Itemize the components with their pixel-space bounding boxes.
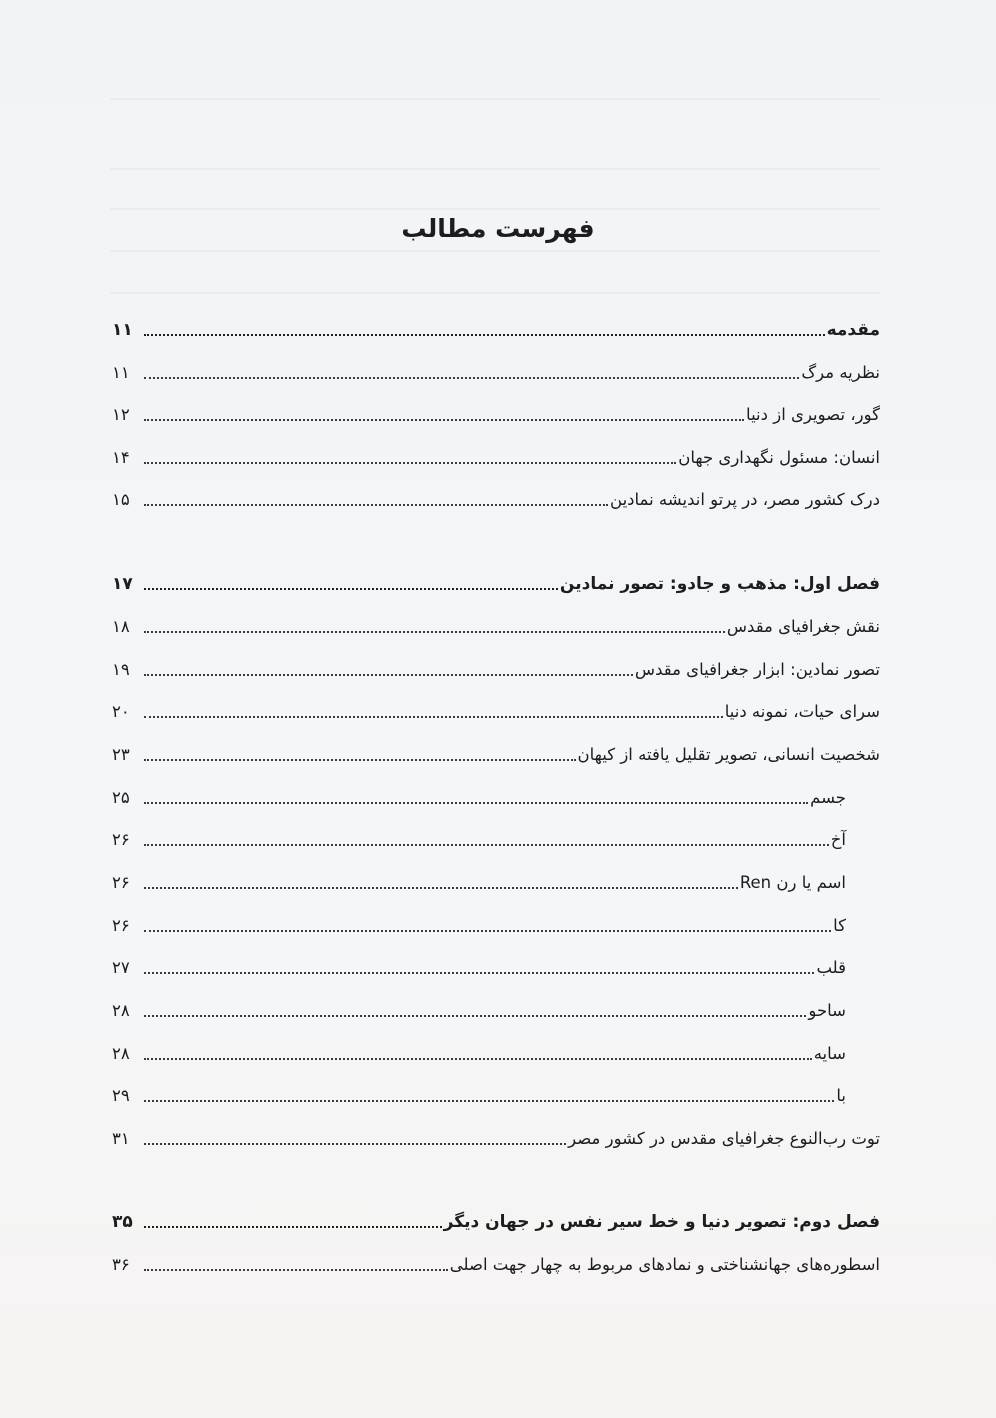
- toc-entry-title: نظریه مرگ: [801, 363, 880, 382]
- toc-entry-title: شخصیت انسانی، تصویر تقلیل یافته از کیهان: [577, 745, 880, 764]
- dot-leader: [144, 462, 676, 464]
- toc-entry[interactable]: [112, 734, 880, 768]
- toc-entry-title: آخ: [830, 830, 846, 849]
- toc-page-number: ۲۸: [112, 1044, 130, 1063]
- dot-leader: [144, 419, 744, 421]
- show-through-line: [110, 168, 880, 170]
- toc-subentry[interactable]: [112, 819, 880, 853]
- toc-page-number: ۱۵: [112, 490, 130, 509]
- show-through-line: [110, 250, 880, 252]
- toc-entry-title: توت رب‌النوع جغرافیای مقدس در کشور مصر: [568, 1129, 880, 1148]
- toc-entry-title: تصور نمادین: ابزار جغرافیای مقدس: [634, 660, 880, 679]
- dot-leader: [144, 1100, 834, 1102]
- toc-entry-title: قلب: [816, 958, 846, 977]
- toc-page-number: ۱۹: [112, 660, 130, 679]
- dot-leader: [144, 759, 576, 761]
- dot-leader: [144, 377, 799, 379]
- show-through-line: [110, 98, 880, 100]
- toc-page-number: ۲۳: [112, 745, 130, 764]
- toc-page-number: ۱۸: [112, 617, 130, 636]
- toc-entry[interactable]: [112, 691, 880, 725]
- toc-page-number: ۳۶: [112, 1255, 130, 1274]
- toc-chapter[interactable]: [112, 563, 880, 597]
- toc-entry-title: اسطوره‌های جهانشناختی و نمادهای مربوط به چهار جهت اصلی: [449, 1255, 880, 1274]
- page-title: فهرست مطالب: [401, 214, 595, 243]
- dot-leader: [144, 1015, 806, 1017]
- toc-entry[interactable]: [112, 1118, 880, 1152]
- dot-leader: [144, 802, 808, 804]
- toc-entry-title: گور، تصویری از دنیا: [746, 405, 880, 424]
- toc-entry[interactable]: [112, 437, 880, 471]
- toc-page-number: ۱۱: [112, 363, 130, 382]
- toc-page-number: ۲۶: [112, 830, 130, 849]
- toc-subentry[interactable]: [112, 1075, 880, 1109]
- toc-entry[interactable]: [112, 606, 880, 640]
- dot-leader: [144, 972, 814, 974]
- toc-page-number: ۲۹: [112, 1086, 130, 1105]
- dot-leader: [144, 631, 725, 633]
- dot-leader: [144, 844, 829, 846]
- dot-leader: [144, 1269, 448, 1271]
- dot-leader: [144, 887, 738, 889]
- show-through-line: [110, 292, 880, 294]
- toc-chapter[interactable]: [112, 309, 880, 343]
- toc-page-number: ۱۴: [112, 448, 130, 467]
- toc-subentry[interactable]: [112, 862, 880, 896]
- dot-leader: [144, 1143, 566, 1145]
- toc-entry-title: اسم یا رن Ren: [739, 873, 846, 892]
- toc-subentry[interactable]: [112, 990, 880, 1024]
- toc-entry[interactable]: [112, 1244, 880, 1278]
- toc-subentry[interactable]: [112, 1033, 880, 1067]
- dot-leader: [144, 334, 825, 336]
- dot-leader: [144, 504, 608, 506]
- dot-leader: [144, 716, 723, 718]
- dot-leader: [144, 588, 558, 590]
- dot-leader: [144, 930, 831, 932]
- toc-page-number: ۱۱: [112, 320, 133, 340]
- toc-page-number: ۲۰: [112, 702, 130, 721]
- toc-page-number: ۲۵: [112, 788, 130, 807]
- toc-page-number: ۳۱: [112, 1129, 130, 1148]
- toc-page-number: ۳۵: [112, 1212, 133, 1232]
- toc-entry-title: فصل اول: مذهب و جادو: تصور نمادین: [559, 574, 880, 594]
- toc-entry-title: درک کشور مصر، در پرتو اندیشه نمادین: [610, 490, 880, 509]
- toc-entry-title: انسان: مسئول نگهداری جهان: [678, 448, 880, 467]
- dot-leader: [144, 674, 633, 676]
- dot-leader: [144, 1226, 442, 1228]
- toc-entry-title: فصل دوم: تصویر دنیا و خط سیر نفس در جهان دیگر: [443, 1212, 880, 1232]
- show-through-line: [110, 208, 880, 210]
- toc-entry[interactable]: [112, 394, 880, 428]
- toc-page-number: ۲۸: [112, 1001, 130, 1020]
- toc-page-number: ۲۶: [112, 873, 130, 892]
- toc-chapter[interactable]: [112, 1201, 880, 1235]
- toc-entry-title: جسم: [810, 788, 846, 807]
- toc-page-number: ۲۶: [112, 916, 130, 935]
- toc-entry[interactable]: [112, 649, 880, 683]
- toc-entry-title: کا: [833, 916, 846, 935]
- toc-page-number: ۲۷: [112, 958, 130, 977]
- toc-entry-title: سایه: [813, 1044, 846, 1063]
- toc-subentry[interactable]: [112, 905, 880, 939]
- toc-page-number: ۱۷: [112, 574, 133, 594]
- toc-entry[interactable]: [112, 479, 880, 513]
- toc-entry-title: سرای حیات، نمونه دنیا: [724, 702, 880, 721]
- toc-entry-title: نقش جغرافیای مقدس: [726, 617, 880, 636]
- dot-leader: [144, 1058, 812, 1060]
- toc-subentry[interactable]: [112, 777, 880, 811]
- toc-entry-title: با: [836, 1086, 846, 1105]
- toc-entry-title: مقدمه: [826, 320, 880, 340]
- toc-subentry[interactable]: [112, 947, 880, 981]
- toc-page-number: ۱۲: [112, 405, 130, 424]
- toc-entry-title: ساحو: [808, 1001, 846, 1020]
- toc-entry[interactable]: [112, 352, 880, 386]
